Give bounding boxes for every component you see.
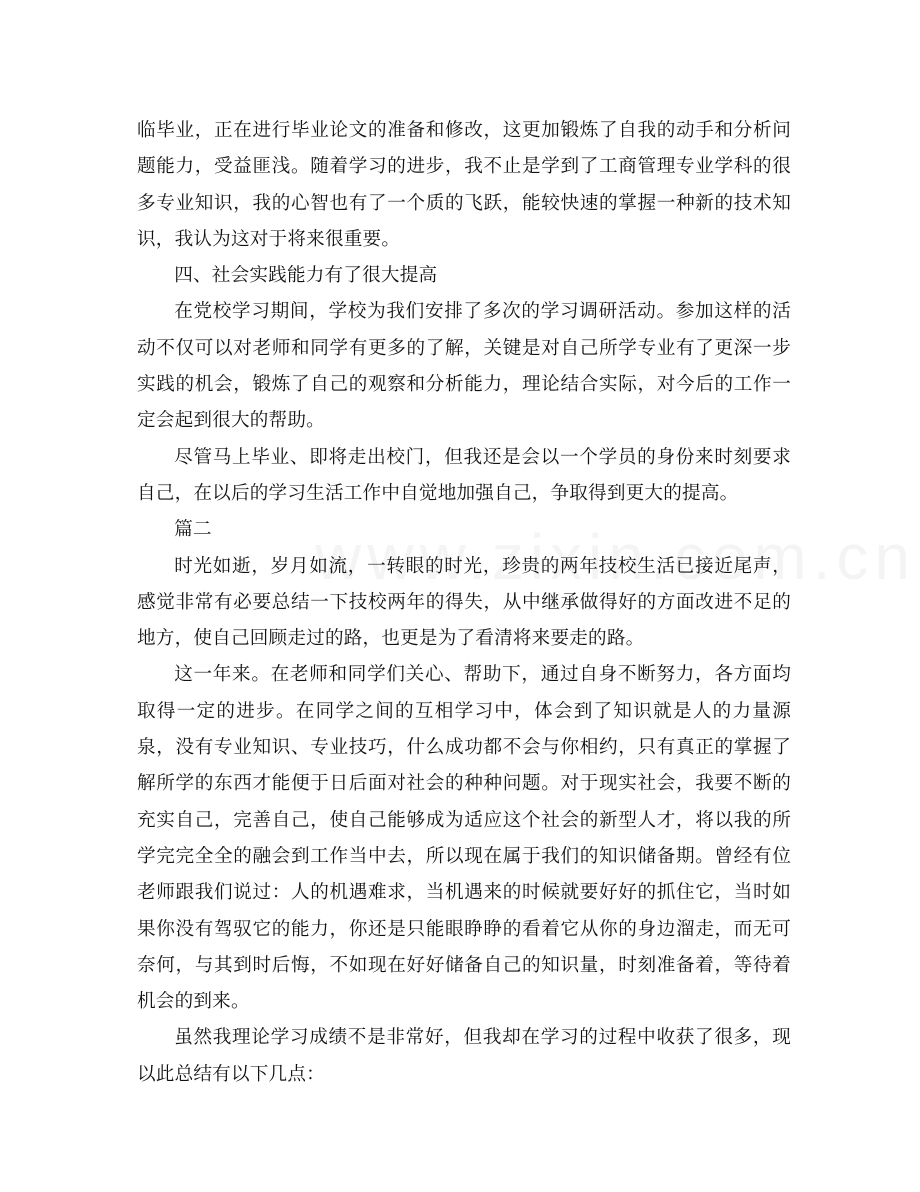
- section-heading-part-2: 篇二: [174, 519, 212, 541]
- paragraph-3: 在党校学习期间，学校为我们安排了多次的学习调研活动。参加这样的活动不仅可以对老师和同学有更多的了解，关键是对自己所学专业有了更深一步实践的机会，锻炼了自己的观察和分析能力，理论结合实际，对今后的工作一定会起到很大的帮助。: [137, 301, 791, 432]
- document-body: [137, 113, 791, 1093]
- paragraph-6: 时光如逝，岁月如流，一转眼的时光，珍贵的两年技校生活已接近尾声，感觉非常有必要总结一下技校两年的得失，从中继承做得好的方面改进不足的地方，使自己回顾走过的路，也更是为了看清将来要走的路。: [137, 555, 791, 650]
- paragraph-7: 这一年来。在老师和同学们关心、帮助下，通过自身不断努力，各方面均取得一定的进步。在同学之间的互相学习中，体会到了知识就是人的力量源泉，没有专业知识、专业技巧，什么成功都不会与你相约，只有真正的掌握了解所学的东西才能便于日后面对社会的种种问题。对于现实社会，我要不断的充实自己，完善自己，使自己能够成为适应这个社会的新型人才，将以我的所学完完全全的融会到工作当中去，所以现在属于我们的知识储备期。曾经有位老师跟我们说过：人的机遇难求，当机遇来的时候就要好好的抓住它，当时如果你没有驾驭它的能力，你还是只能眼睁睁的看着它从你的身边溜走，而无可奈何，与其到时后悔，不如现在好好储备自己的知识量，时刻准备着，等待着机会的到来。: [137, 664, 791, 1013]
- paragraph-1: 临毕业，正在进行毕业论文的准备和修改，这更加锻炼了自我的动手和分析问题能力，受益匪浅。随着学习的进步，我不止是学到了工商管理专业学科的很多专业知识，我的心智也有了一个质的飞跃，能较快速的掌握一种新的技术知识，我认为这对于将来很重要。: [137, 120, 791, 250]
- section-heading-4: 四、社会实践能力有了很大提高: [174, 265, 438, 287]
- paragraph-8: 虽然我理论学习成绩不是非常好，但我却在学习的过程中收获了很多，现以此总结有以下几点：: [137, 1027, 791, 1085]
- paragraph-4: 尽管马上毕业、即将走出校门，但我还是会以一个学员的身份来时刻要求自己，在以后的学习生活工作中自觉地加强自己，争取得到更大的提高。: [137, 446, 791, 504]
